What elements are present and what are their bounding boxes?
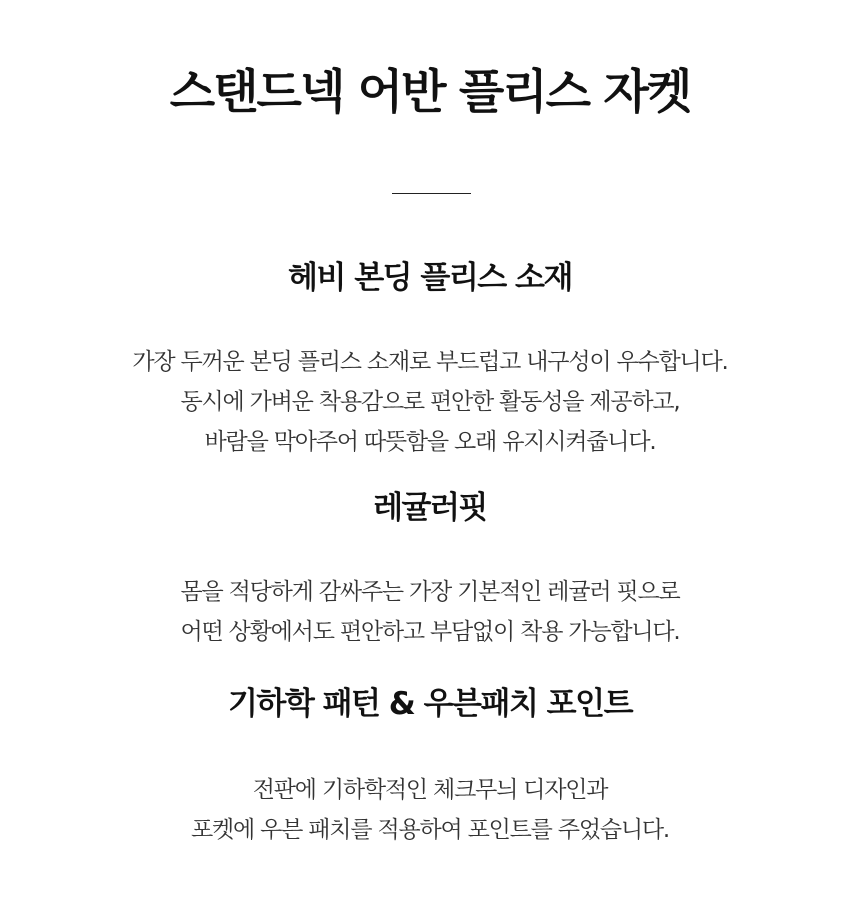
section-description [0, 342, 860, 462]
section-heading: 기하학 패턴 & 우븐패치 포인트 [227, 686, 633, 722]
description-line: 포켓에 우븐 패치를 적용하여 포인트를 주었습니다. [190, 817, 670, 843]
section-heading: 헤비 본딩 플리스 소재 [288, 260, 572, 296]
description-line: 어떤 상황에서도 편안하고 부담없이 착용 가능합니다. [180, 619, 680, 645]
feature-section-regular-fit [0, 488, 860, 652]
description-line: 가장 두꺼운 본딩 플리스 소재로 부드럽고 내구성이 우수합니다. [132, 349, 728, 375]
description-line: 몸을 적당하게 감싸주는 가장 기본적인 레귤러 핏으로 [180, 579, 680, 605]
section-heading: 레귤러핏 [373, 490, 487, 526]
section-description [0, 572, 860, 652]
feature-section-pattern-patch [0, 684, 860, 850]
description-line: 전판에 기하학적인 체크무늬 디자인과 [252, 777, 608, 803]
feature-section-fleece-material [0, 258, 860, 462]
page-title: 스탠드넥 어반 플리스 자켓 [169, 65, 691, 120]
title-divider [392, 193, 471, 194]
section-description [0, 770, 860, 850]
description-line: 동시에 가벼운 착용감으로 편안한 활동성을 제공하고, [180, 389, 680, 415]
description-line: 바람을 막아주어 따뜻함을 오래 유지시켜줍니다. [204, 429, 656, 455]
